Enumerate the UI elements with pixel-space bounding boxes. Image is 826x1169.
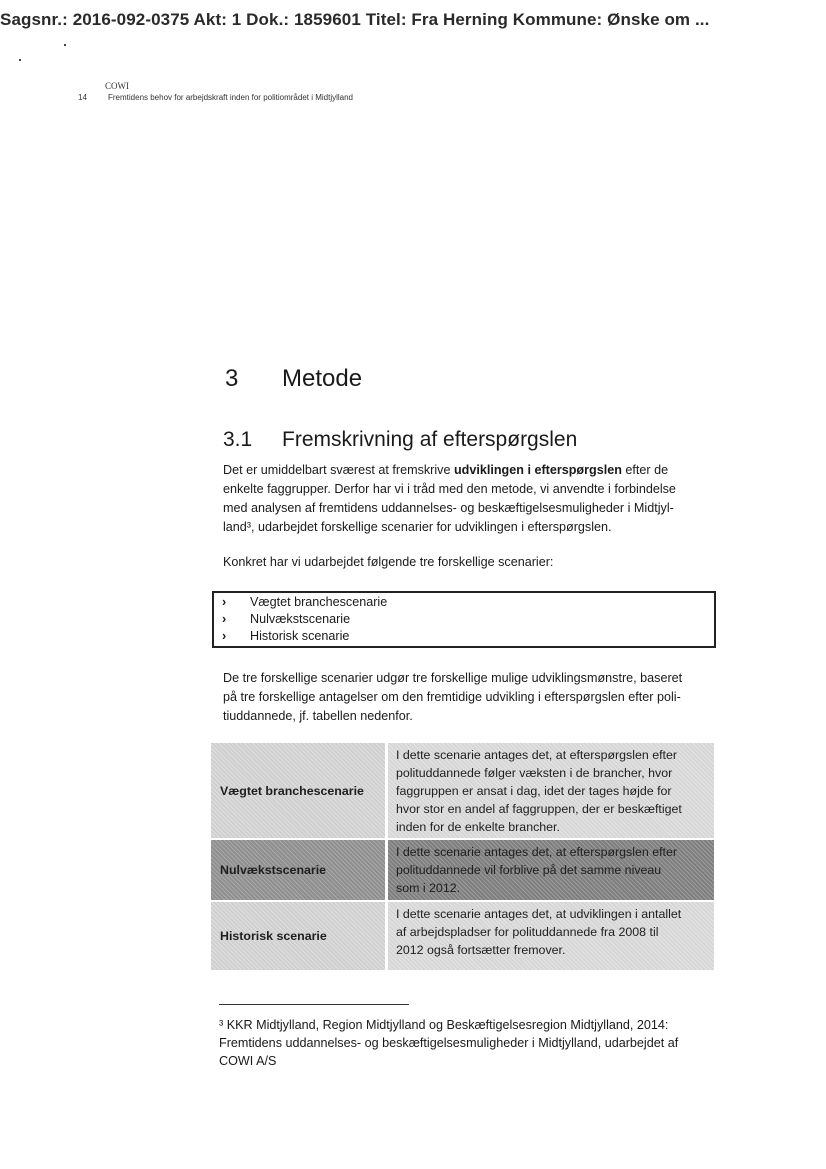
table-divider xyxy=(211,900,714,902)
table-divider xyxy=(211,838,714,840)
scenario-description: I dette scenarie antages det, at efterspørgslen efter polituddannede vil forblive på det samme niveau som i 2012. xyxy=(388,840,714,900)
explanation-line: De tre forskellige scenarier udgør tre forskellige mulige udviklingsmønstre, baseret xyxy=(223,671,683,685)
intro-line: enkelte faggrupper. Derfor har vi i tråd med den metode, vi anvendte i forbindelse xyxy=(223,482,676,496)
case-header: Sagsnr.: 2016-092-0375 Akt: 1 Dok.: 1859601 Titel: Fra Herning Kommune: Ønske om ... xyxy=(0,10,710,29)
intro-line: Det er umiddelbart sværest at fremskrive udviklingen i efterspørgslen efter de xyxy=(223,463,669,477)
footnote-line: Fremtidens uddannelses- og beskæftigelsesmuligheder i Midtjylland, udarbejdet af xyxy=(219,1036,679,1050)
explanation-line: på tre forskellige antagelser om den fremtidige udvikling i efterspørgslen efter poli- xyxy=(223,690,681,704)
scan-speck xyxy=(64,44,66,46)
scan-speck xyxy=(19,59,21,61)
scenario-label: Nulvækstscenarie xyxy=(211,840,385,900)
scenario-list-item: › Nulvækstscenarie xyxy=(222,612,351,626)
scenario-list-box xyxy=(212,591,716,648)
explanation-line: tiuddannede, jf. tabellen nedenfor. xyxy=(223,709,413,723)
running-header-title: Fremtidens behov for arbejdskraft inden for politiområdet i Midtjylland xyxy=(108,93,354,102)
scenario-label: Historisk scenarie xyxy=(211,902,385,970)
table-row xyxy=(211,743,714,838)
footnote-line: ³ KKR Midtjylland, Region Midtjylland og Beskæftigelsesregion Midtjylland, 2014: xyxy=(219,1018,669,1032)
chevron-right-icon: › xyxy=(222,612,227,626)
section-title: Metode xyxy=(282,365,363,392)
subsection-title: Fremskrivning af efterspørgslen xyxy=(282,428,578,451)
scenario-list-item: › Historisk scenarie xyxy=(222,629,350,643)
scenario-label: Vægtet branchescenarie xyxy=(211,743,385,838)
concrete-text: Konkret har vi udarbejdet følgende tre forskellige scenarier: xyxy=(223,555,554,569)
section-number: 3 xyxy=(225,365,239,392)
cowi-logo: COWI xyxy=(105,81,129,91)
chevron-right-icon: › xyxy=(222,629,227,643)
intro-line: land³, udarbejdet forskellige scenarier for udviklingen i efterspørgslen. xyxy=(223,520,612,534)
emphasis: udviklingen i efterspørgslen xyxy=(453,463,622,477)
scenario-table xyxy=(211,743,714,970)
scenario-description: I dette scenarie antages det, at udviklingen i antallet af arbejdspladser for polituddannede fra 2008 til 2012 også fortsætter fremover. xyxy=(388,902,714,970)
explanation-paragraph xyxy=(223,669,718,726)
intro-line: med analysen af fremtidens uddannelses- og beskæftigelsesmuligheder i Midtjyl- xyxy=(223,501,674,515)
scenario-list-item: › Vægtet branchescenarie xyxy=(222,595,388,609)
footnote xyxy=(219,1016,719,1070)
table-row xyxy=(211,902,714,970)
subsection-number: 3.1 xyxy=(223,428,253,451)
table-divider xyxy=(385,743,388,970)
page-number: 14 xyxy=(78,93,87,102)
footnote-line: COWI A/S xyxy=(219,1054,277,1068)
scenario-description: I dette scenarie antages det, at efterspørgslen efter polituddannede følger væksten i de brancher, hvor faggruppen er ansat i dag, idet der tages højde for hvor stor en andel af faggruppen, der er beskæftiget inden for de enkelte brancher. xyxy=(388,743,714,838)
footnote-rule xyxy=(219,1004,409,1005)
chevron-right-icon: › xyxy=(222,595,227,609)
intro-paragraph xyxy=(223,461,718,537)
table-row xyxy=(211,840,714,900)
